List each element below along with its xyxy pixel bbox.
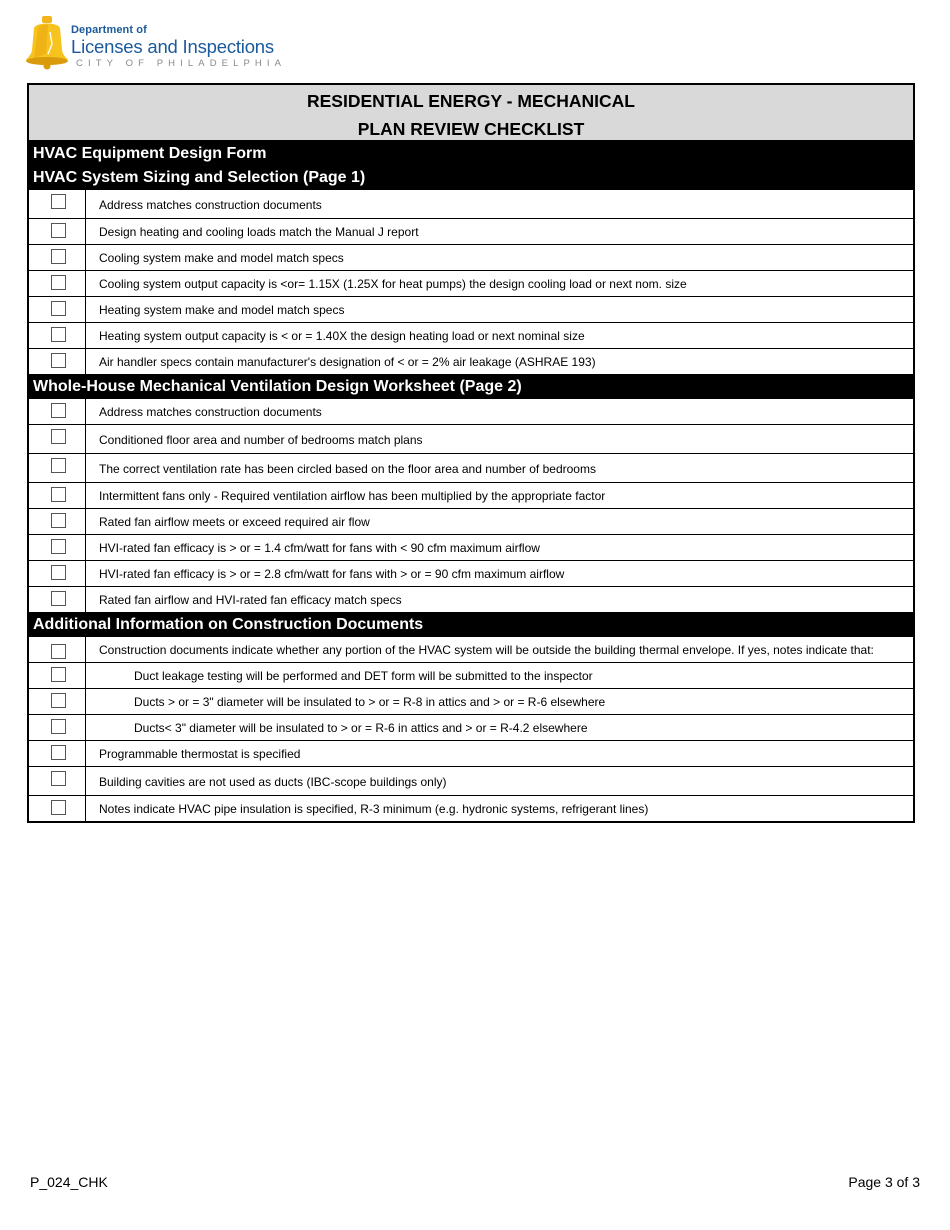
checkbox[interactable] <box>51 249 66 264</box>
checklist-item-text: Design heating and cooling loads match the Manual J report <box>99 225 419 239</box>
checklist-row <box>29 219 913 245</box>
checkbox[interactable] <box>51 745 66 760</box>
section-heading-ventilation: Whole-House Mechanical Ventilation Design Worksheet (Page 2) <box>29 375 913 399</box>
checkbox-cell <box>29 425 86 453</box>
checkbox[interactable] <box>51 223 66 238</box>
checklist-item-text: Construction documents indicate whether any portion of the HVAC system will be outside the building thermal envelope. If yes, notes indicate that: <box>99 643 874 657</box>
checklist-row <box>29 323 913 349</box>
checkbox[interactable] <box>51 275 66 290</box>
checklist-item-text: Rated fan airflow and HVI-rated fan efficacy match specs <box>99 593 402 607</box>
checkbox-cell <box>29 561 86 586</box>
checkbox-cell <box>29 219 86 244</box>
checkbox[interactable] <box>51 719 66 734</box>
logo-city: CITY OF PHILADELPHIA <box>76 58 287 69</box>
checkbox[interactable] <box>51 513 66 528</box>
checkbox[interactable] <box>51 565 66 580</box>
page-number: Page 3 of 3 <box>848 1174 920 1190</box>
checkbox-cell <box>29 349 86 374</box>
checkbox[interactable] <box>51 539 66 554</box>
checklist-item-text: Cooling system make and model match specs <box>99 251 344 265</box>
checklist-form <box>27 83 915 823</box>
checklist-row <box>29 715 913 741</box>
checklist-item-text: HVI-rated fan efficacy is > or = 2.8 cfm/watt for fans with > or = 90 cfm maximum airflow <box>99 567 565 581</box>
checkbox-cell <box>29 483 86 508</box>
checklist-row <box>29 663 913 689</box>
form-code: P_024_CHK <box>30 1174 108 1190</box>
checkbox[interactable] <box>51 301 66 316</box>
checkbox[interactable] <box>51 693 66 708</box>
checklist-row <box>29 297 913 323</box>
checklist-item-text: Ducts > or = 3" diameter will be insulated to > or = R-8 in attics and > or = R-6 elsewhere <box>134 695 606 709</box>
checkbox-cell <box>29 454 86 482</box>
checklist-row <box>29 535 913 561</box>
checklist-row <box>29 741 913 767</box>
checkbox-cell <box>29 663 86 688</box>
checklist-item-text: Programmable thermostat is specified <box>99 747 301 761</box>
checkbox-cell <box>29 297 86 322</box>
checklist-row <box>29 767 913 796</box>
checklist-row <box>29 349 913 375</box>
checkbox[interactable] <box>51 327 66 342</box>
checklist-row <box>29 483 913 509</box>
checkbox-cell <box>29 796 86 821</box>
checklist-item-text: Cooling system output capacity is <or= 1.15X (1.25X for heat pumps) the design cooling load or next nom. size <box>99 277 687 291</box>
checkbox-cell <box>29 535 86 560</box>
checkbox[interactable] <box>51 487 66 502</box>
checkbox[interactable] <box>51 800 66 815</box>
checklist-item-text: Intermittent fans only - Required ventilation airflow has been multiplied by the appropriate factor <box>99 489 606 503</box>
checkbox-cell <box>29 767 86 795</box>
checkbox[interactable] <box>51 667 66 682</box>
checklist-row <box>29 561 913 587</box>
section-heading-additional-info: Additional Information on Construction Documents <box>29 613 913 637</box>
checklist-item-text: Address matches construction documents <box>99 198 322 212</box>
checklist-row <box>29 245 913 271</box>
logo-department: Department of <box>71 24 147 36</box>
form-title-line2: PLAN REVIEW CHECKLIST <box>357 119 585 139</box>
department-logo <box>24 14 324 72</box>
checkbox[interactable] <box>51 458 66 473</box>
checklist-item-text: Ducts< 3" diameter will be insulated to > or = R-6 in attics and > or = R-4.2 elsewhere <box>134 721 588 735</box>
checkbox-cell <box>29 190 86 218</box>
checklist-row <box>29 271 913 297</box>
form-title-line1: RESIDENTIAL ENERGY - MECHANICAL <box>307 91 635 111</box>
logo-title: Licenses and Inspections <box>71 36 274 57</box>
checkbox-cell <box>29 509 86 534</box>
checklist-item-text: Heating system make and model match specs <box>99 303 345 317</box>
checkbox[interactable] <box>51 403 66 418</box>
checklist-item-text: Air handler specs contain manufacturer's designation of < or = 2% air leakage (ASHRAE 193) <box>99 355 596 369</box>
checkbox-cell <box>29 245 86 270</box>
checklist-item-text: Notes indicate HVAC pipe insulation is specified, R-3 minimum (e.g. hydronic systems, refrigerant lines) <box>99 802 649 816</box>
checklist-row <box>29 796 913 821</box>
checklist-row <box>29 190 913 219</box>
checkbox[interactable] <box>51 429 66 444</box>
checklist-row <box>29 689 913 715</box>
checkbox-cell <box>29 715 86 740</box>
checklist-row <box>29 509 913 535</box>
checklist-item-text: The correct ventilation rate has been circled based on the floor area and number of bedrooms <box>99 462 596 476</box>
checkbox-cell <box>29 587 86 612</box>
checkbox-cell <box>29 323 86 348</box>
checkbox[interactable] <box>51 771 66 786</box>
liberty-bell-icon <box>24 14 70 70</box>
checklist-item-text: Conditioned floor area and number of bedrooms match plans <box>99 433 423 447</box>
section-heading-hvac-form: HVAC Equipment Design Form <box>29 141 913 166</box>
section-heading-hvac-sizing: HVAC System Sizing and Selection (Page 1) <box>29 166 913 190</box>
checklist-item-text: Heating system output capacity is < or = 1.40X the design heating load or next nominal size <box>99 329 585 343</box>
checkbox-cell <box>29 637 86 662</box>
form-title <box>29 85 913 141</box>
checklist-row <box>29 637 913 663</box>
checklist-item-text: HVI-rated fan efficacy is > or = 1.4 cfm/watt for fans with < 90 cfm maximum airflow <box>99 541 540 555</box>
checklist-row <box>29 399 913 425</box>
checkbox-cell <box>29 399 86 424</box>
checklist-row <box>29 454 913 483</box>
checkbox-cell <box>29 689 86 714</box>
checklist-item-text: Duct leakage testing will be performed and DET form will be submitted to the inspector <box>134 669 593 683</box>
checkbox-cell <box>29 271 86 296</box>
checklist-item-text: Building cavities are not used as ducts (IBC-scope buildings only) <box>99 775 447 789</box>
checkbox-cell <box>29 741 86 766</box>
checkbox[interactable] <box>51 194 66 209</box>
checklist-item-text: Address matches construction documents <box>99 405 322 419</box>
checkbox[interactable] <box>51 591 66 606</box>
checklist-row <box>29 587 913 613</box>
checkbox[interactable] <box>51 644 66 659</box>
checklist-row <box>29 425 913 454</box>
checklist-item-text: Rated fan airflow meets or exceed required air flow <box>99 515 370 529</box>
checkbox[interactable] <box>51 353 66 368</box>
